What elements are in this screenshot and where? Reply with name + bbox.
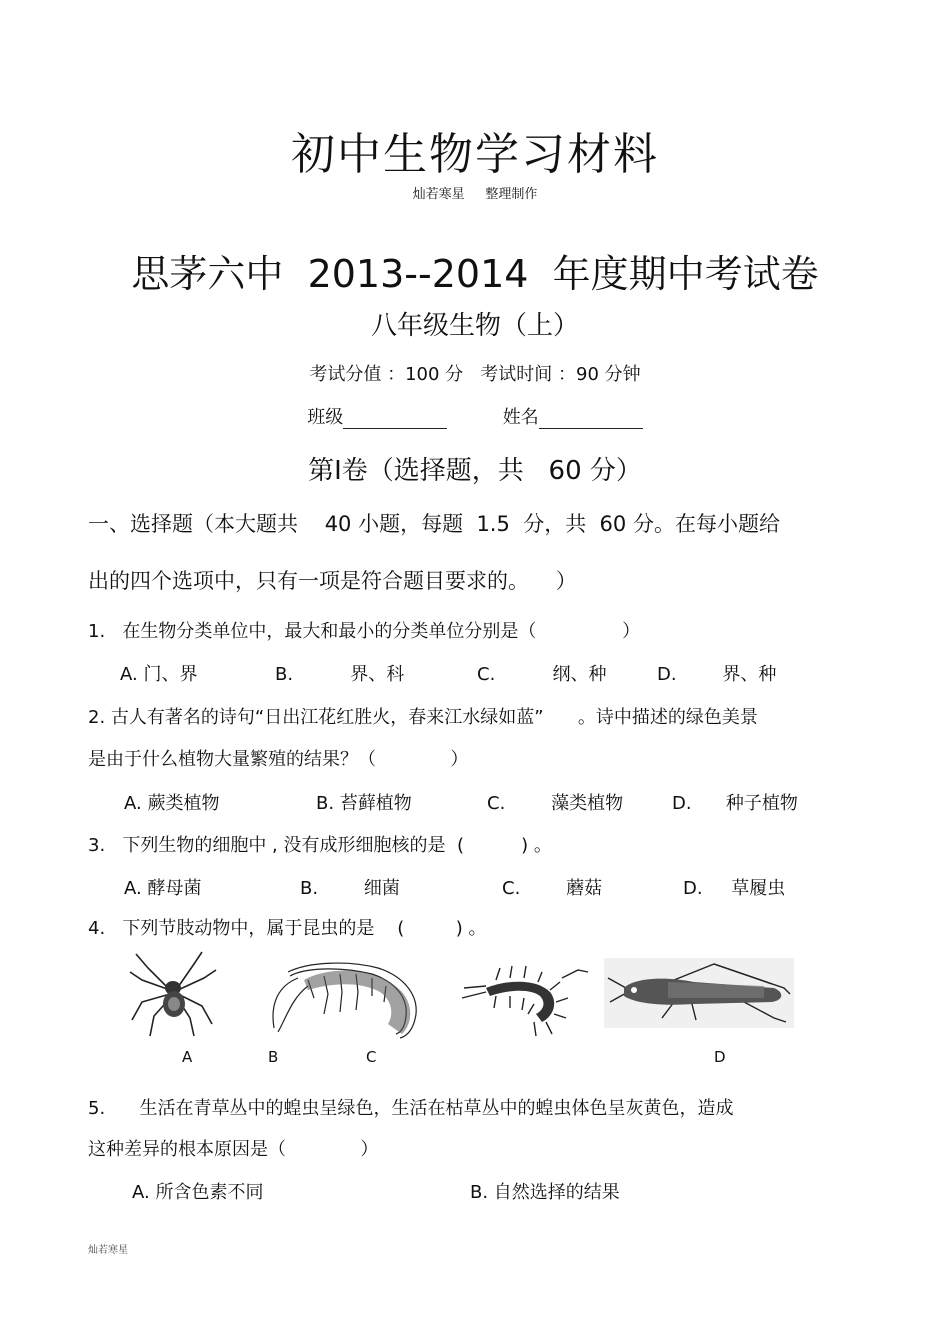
question-3-text: 3. 下列生物的细胞中 , 没有成形细胞核的是 ( ) 。	[88, 835, 552, 856]
q3-option-a[interactable]: A. 酵母菌	[124, 878, 202, 899]
q4-label-c: C	[366, 1048, 377, 1066]
q1-option-c[interactable]: C. 纲、种	[477, 664, 607, 685]
exam-title: 思茅六中 2013--2014 年度期中考试卷	[131, 252, 819, 296]
grasshopper-image[interactable]	[604, 958, 794, 1028]
q2-option-d[interactable]: D. 种子植物	[672, 793, 798, 814]
centipede-image[interactable]	[456, 958, 596, 1038]
shrimp-icon	[268, 958, 428, 1042]
q3-option-b[interactable]: B. 细菌	[300, 878, 400, 899]
question-5-text-line2: 这种差异的根本原因是（ ）	[88, 1139, 379, 1160]
question-2-text-line2: 是由于什么植物大量繁殖的结果？（ ）	[88, 749, 469, 770]
q4-label-a: A	[182, 1048, 193, 1066]
q4-label-d: D	[714, 1048, 726, 1066]
q2-option-a[interactable]: A. 蕨类植物	[124, 793, 220, 814]
exam-subtitle: 八年级生物（上）	[370, 311, 579, 341]
section-instruction-line1: 一、选择题（本大题共 40 小题，每题 1.5 分，共 60 分。在每小题给	[88, 512, 780, 536]
question-5-text-line1: 5. 生活在青草丛中的蝗虫呈绿色，生活在枯草丛中的蝗虫体色呈灰黄色，造成	[88, 1098, 734, 1119]
q5-option-b[interactable]: B. 自然选择的结果	[470, 1182, 620, 1203]
class-field[interactable]	[343, 408, 447, 429]
spider-icon	[128, 950, 218, 1038]
material-title: 初中生物学习材料	[291, 129, 659, 180]
section-instruction-line2: 出的四个选项中，只有一项是符合题目要求的。 ）	[88, 569, 577, 593]
centipede-icon	[456, 958, 596, 1038]
student-info	[0, 403, 950, 429]
shrimp-image[interactable]	[268, 958, 428, 1042]
q3-option-c[interactable]: C. 蘑菇	[502, 878, 603, 899]
question-4-text: 4. 下列节肢动物中，属于昆虫的是 ( ) 。	[88, 918, 487, 939]
question-2-text-line1: 2. 古人有著名的诗句“日出江花红胜火，春来江水绿如蓝” 。诗中描述的绿色美景	[88, 707, 758, 728]
footer-text: 灿若寒星	[88, 1245, 128, 1256]
section-title: 第Ⅰ卷（选择题，共 60 分）	[308, 456, 642, 486]
grasshopper-icon	[604, 958, 794, 1028]
class-label: 班级	[307, 407, 344, 428]
material-subtitle: 灿若寒星 整理制作	[412, 187, 538, 202]
name-label: 姓名	[502, 407, 539, 428]
question-1-text: 1. 在生物分类单位中，最大和最小的分类单位分别是（ ）	[88, 621, 641, 642]
q3-option-d[interactable]: D. 草履虫	[683, 878, 786, 899]
name-field[interactable]	[539, 408, 643, 429]
q1-option-a[interactable]: A. 门、界	[120, 664, 198, 685]
q2-option-b[interactable]: B. 苔藓植物	[316, 793, 412, 814]
exam-meta: 考试分值 ：100 分 考试时间 ：90 分钟	[309, 364, 641, 385]
q1-option-d[interactable]: D. 界、种	[657, 664, 777, 685]
spider-image[interactable]	[128, 950, 218, 1038]
q5-option-a[interactable]: A. 所含色素不同	[132, 1182, 264, 1203]
q4-label-b: B	[268, 1048, 279, 1066]
q1-option-b[interactable]: B. 界、科	[275, 664, 405, 685]
q2-option-c[interactable]: C. 藻类植物	[487, 793, 624, 814]
